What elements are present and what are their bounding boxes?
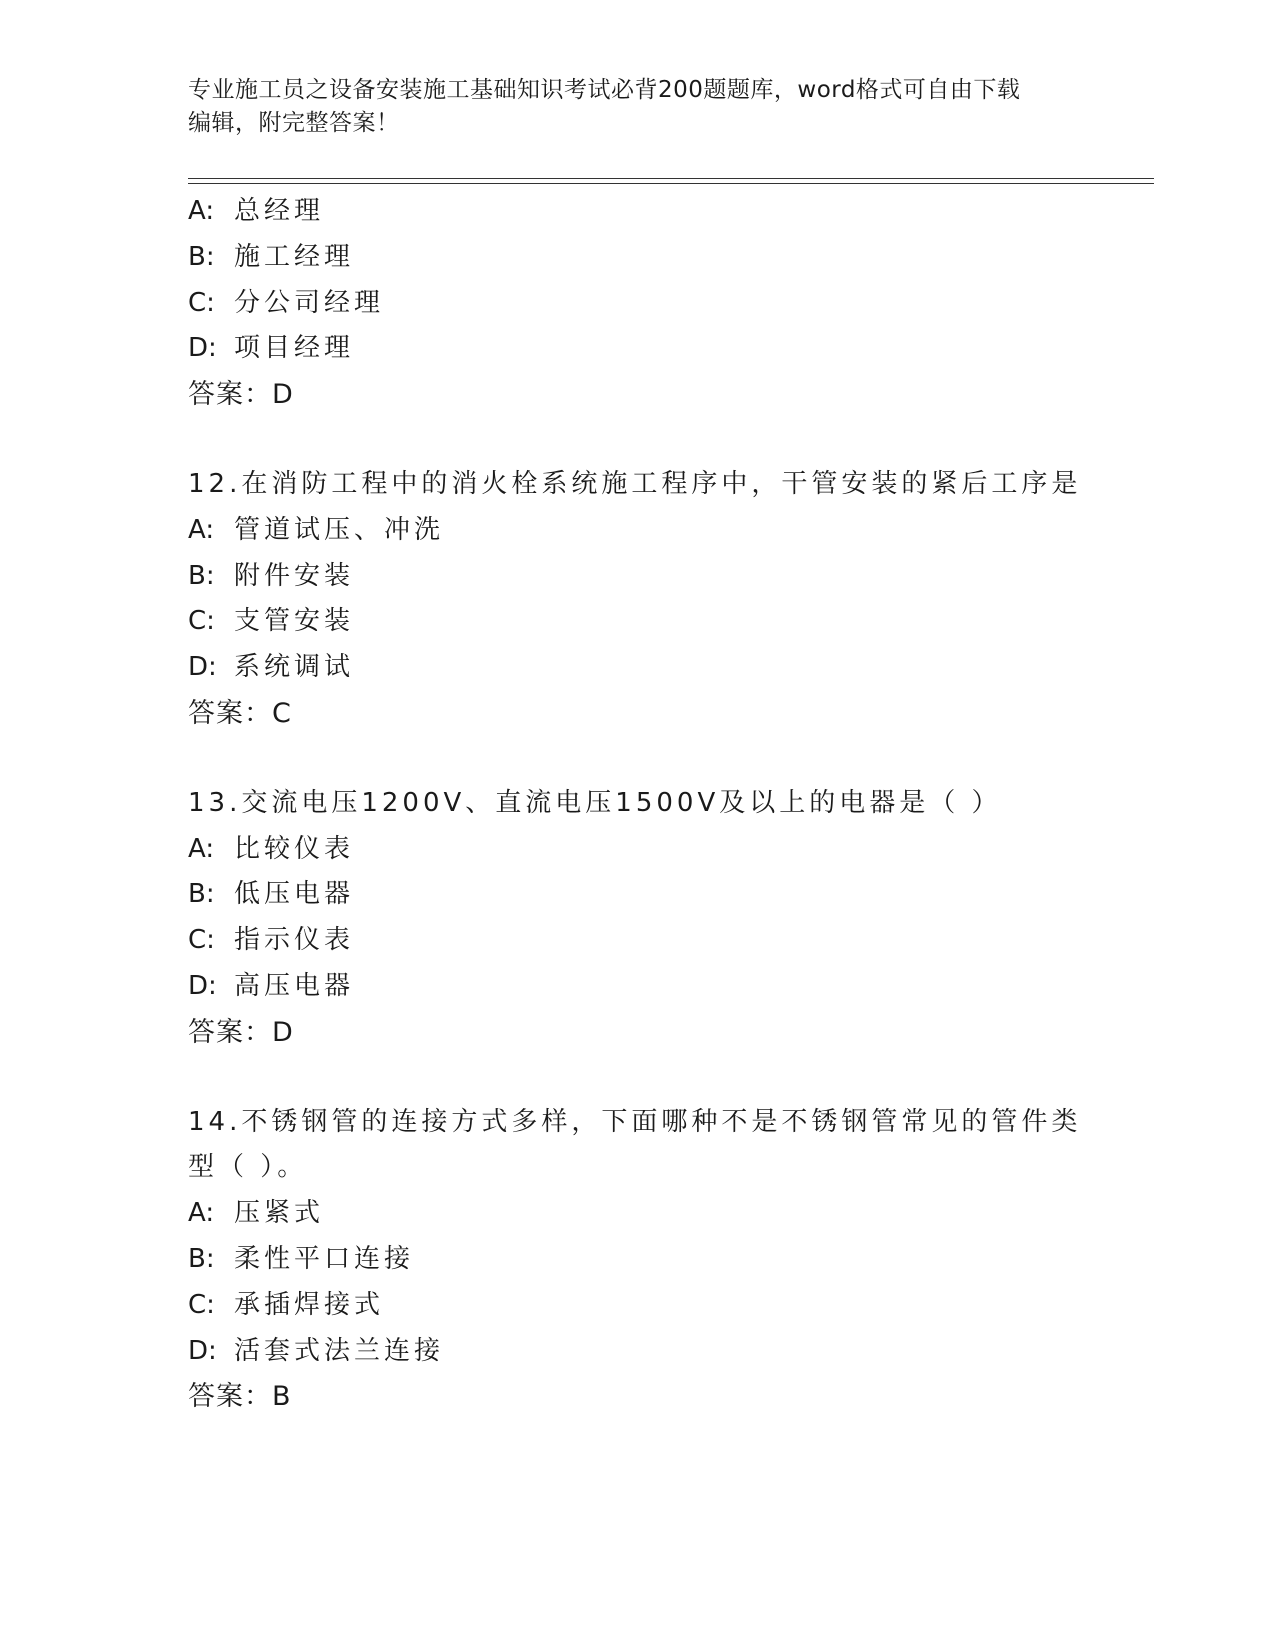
option-text: 施工经理 xyxy=(234,241,355,272)
option-text: 活套式法兰连接 xyxy=(234,1335,445,1366)
option-key: C: xyxy=(188,1289,215,1320)
option-a xyxy=(188,1191,1148,1237)
option-key: B: xyxy=(188,241,215,272)
option-b xyxy=(188,235,1148,281)
option-key: A: xyxy=(188,1198,215,1229)
option-text: 附件安装 xyxy=(234,560,355,591)
option-text: 低压电器 xyxy=(234,879,355,910)
option-d xyxy=(188,964,1148,1010)
question-block-12 xyxy=(188,462,1148,737)
header-divider-top xyxy=(188,178,1154,179)
option-d xyxy=(188,1329,1148,1375)
option-text: 承插焊接式 xyxy=(234,1289,385,1320)
option-c xyxy=(188,599,1148,645)
answer-line: 答案：D xyxy=(188,1016,294,1048)
option-text: 指示仪表 xyxy=(234,925,355,956)
question-block-13 xyxy=(188,781,1148,1056)
answer-line: 答案：D xyxy=(188,379,294,411)
question-stem: 12.在消防工程中的消火栓系统施工程序中，干管安装的紧后工序是 xyxy=(188,468,1082,499)
option-key: D: xyxy=(188,1335,217,1366)
option-c xyxy=(188,1283,1148,1329)
option-text: 比较仪表 xyxy=(234,833,355,864)
question-stem: 14.不锈钢管的连接方式多样，下面哪种不是不锈钢管常见的管件类型（ ）。 xyxy=(188,1106,1082,1183)
option-text: 总经理 xyxy=(234,196,325,226)
option-key: C: xyxy=(188,287,215,318)
option-b xyxy=(188,554,1148,600)
option-text: 支管安装 xyxy=(234,606,355,637)
option-key: D: xyxy=(188,652,217,683)
answer-line: 答案：C xyxy=(188,697,292,729)
option-text: 柔性平口连接 xyxy=(234,1243,415,1274)
option-c xyxy=(188,918,1148,964)
option-key: B: xyxy=(188,1243,215,1274)
option-text: 项目经理 xyxy=(234,333,355,364)
question-block-14 xyxy=(188,1100,1148,1421)
question-stem: 13.交流电压1200V、直流电压1500V及以上的电器是（ ） xyxy=(188,787,1002,818)
option-key: A: xyxy=(188,833,215,864)
option-b xyxy=(188,1237,1148,1283)
option-text: 分公司经理 xyxy=(234,287,385,318)
option-key: D: xyxy=(188,333,217,364)
option-d xyxy=(188,326,1148,372)
option-d xyxy=(188,645,1148,691)
header-title-line-1: 专业施工员之设备安装施工基础知识考试必背200题题库，word格式可自由下载 xyxy=(188,77,1021,103)
header-title-line-2: 编辑，附完整答案！ xyxy=(188,110,400,136)
option-key: D: xyxy=(188,970,217,1001)
option-a xyxy=(188,189,1148,235)
question-list xyxy=(188,189,1148,1420)
answer-line: 答案：B xyxy=(188,1381,292,1413)
option-text: 管道试压、冲洗 xyxy=(234,514,445,545)
option-key: A: xyxy=(188,196,215,226)
option-key: C: xyxy=(188,925,215,956)
option-a xyxy=(188,508,1148,554)
option-a xyxy=(188,827,1148,873)
question-block-11 xyxy=(188,189,1148,418)
option-key: C: xyxy=(188,606,215,637)
option-key: B: xyxy=(188,560,215,591)
header-divider-bottom xyxy=(188,183,1154,184)
document-header xyxy=(188,74,1088,140)
option-text: 系统调试 xyxy=(234,652,355,683)
option-text: 高压电器 xyxy=(234,970,355,1001)
option-text: 压紧式 xyxy=(234,1198,325,1229)
option-b xyxy=(188,872,1148,918)
option-c xyxy=(188,281,1148,327)
option-key: A: xyxy=(188,514,215,545)
option-key: B: xyxy=(188,879,215,910)
